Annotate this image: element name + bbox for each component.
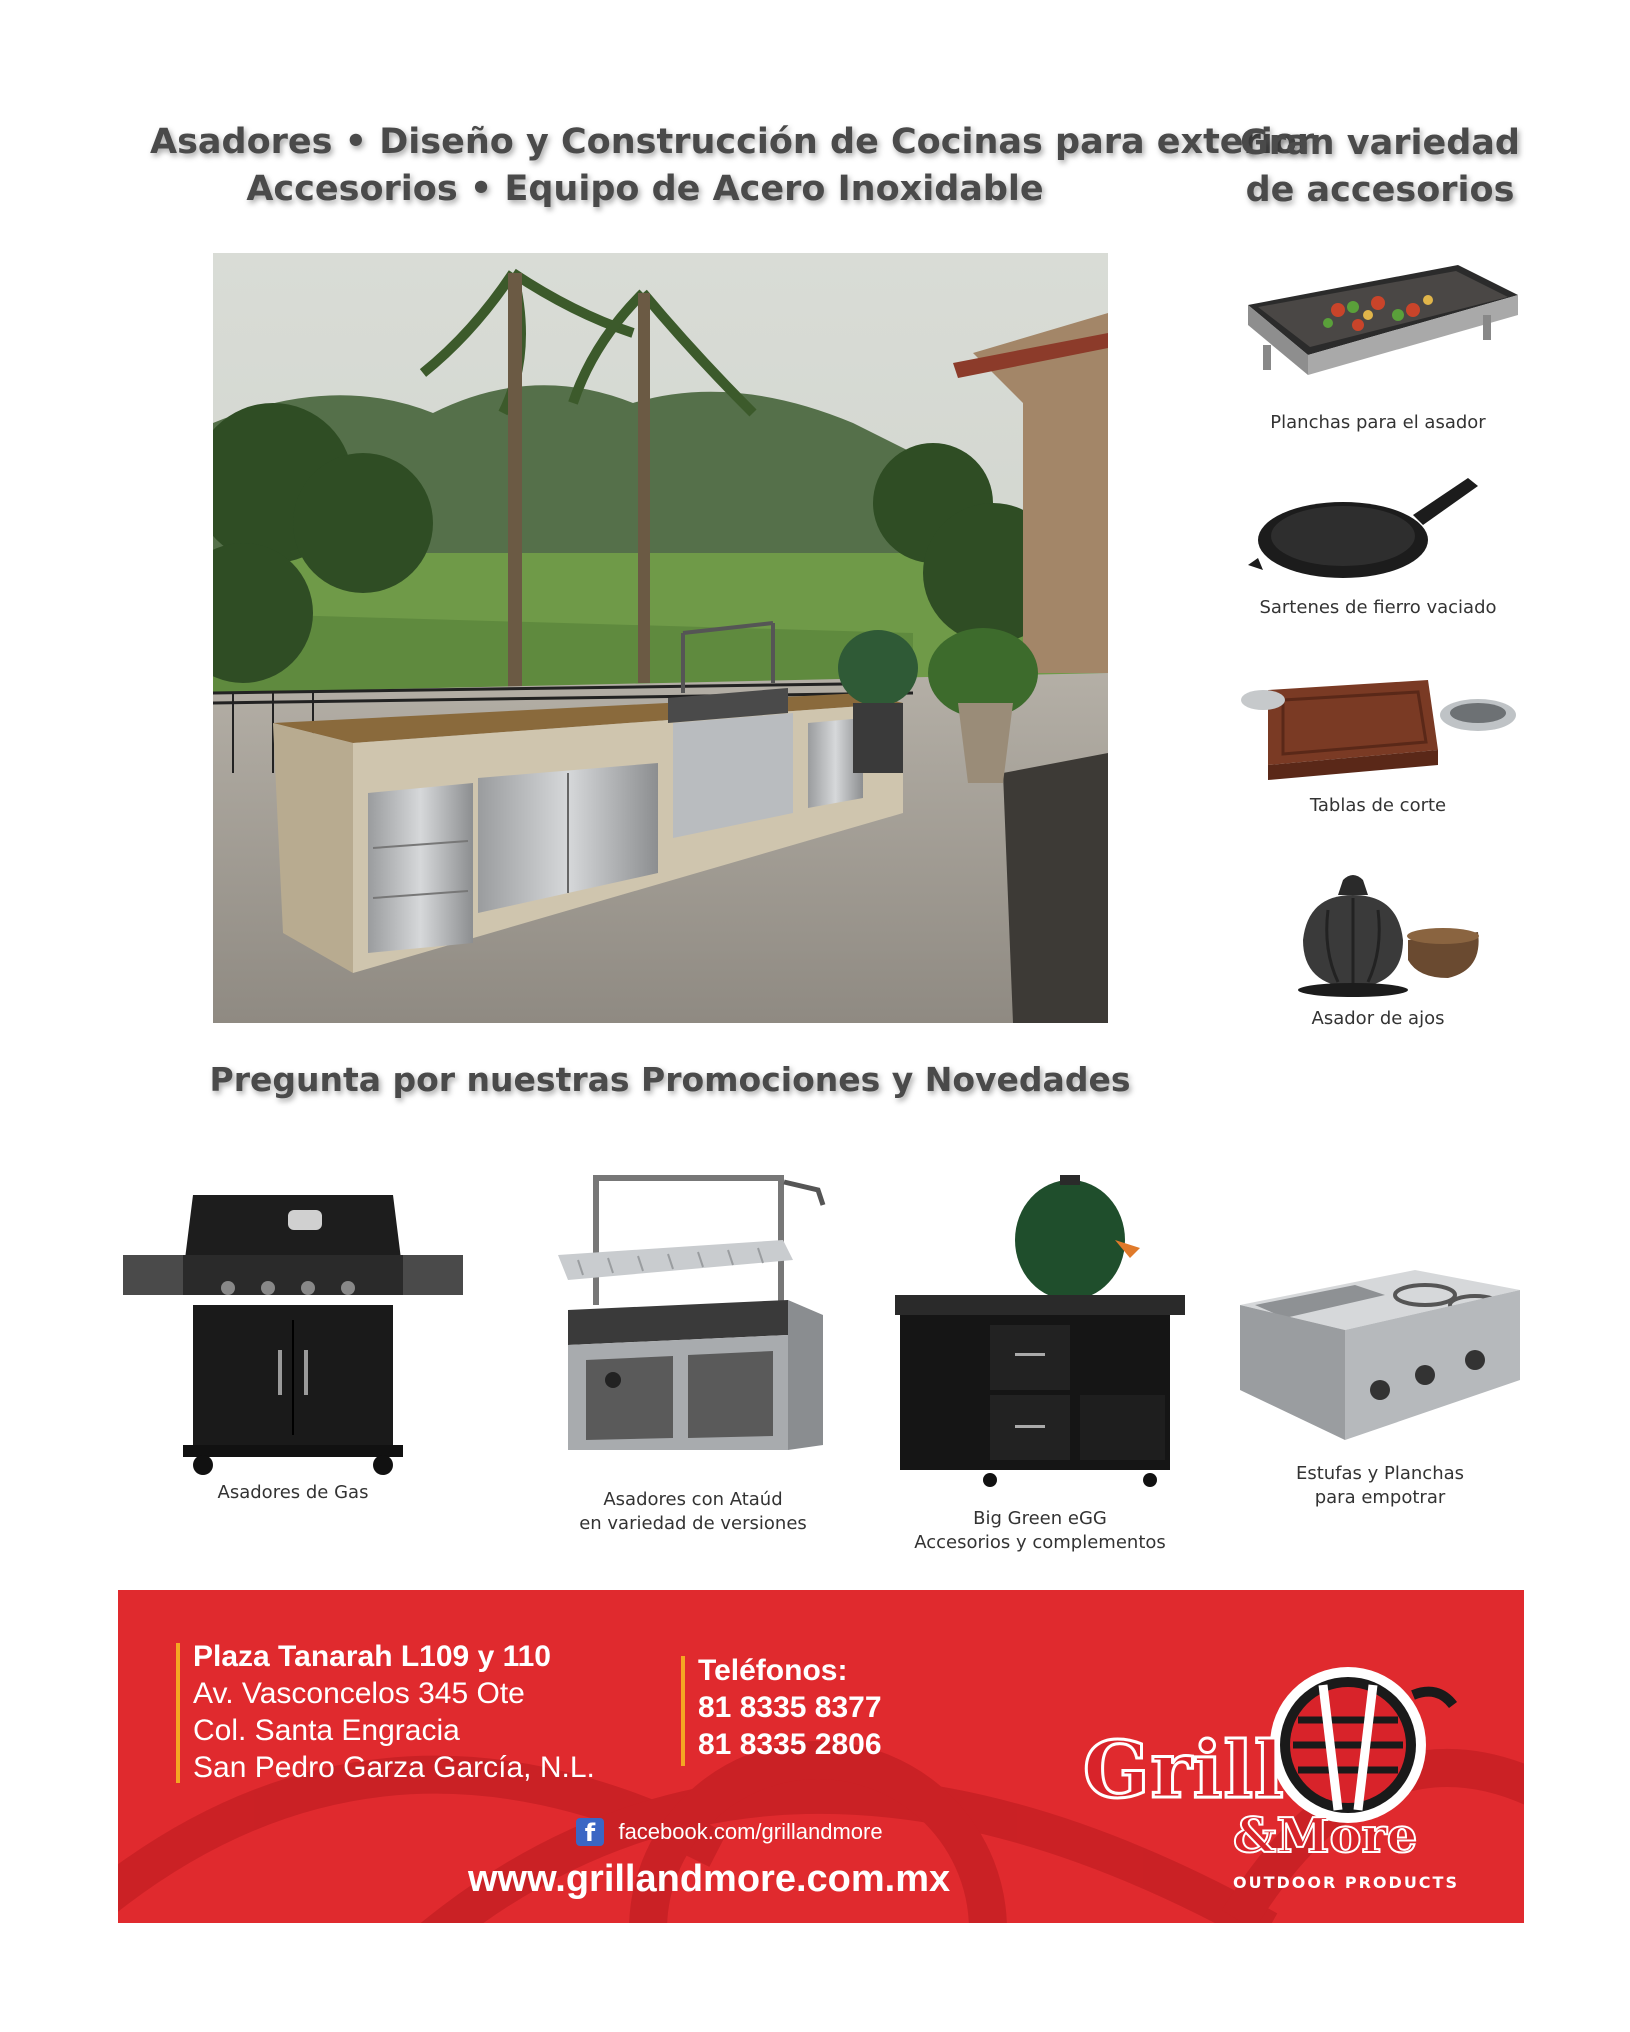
product-built-in-stove: [1235, 1250, 1525, 1515]
accessory-caption: Planchas para el asador: [1270, 412, 1486, 433]
header-text: Equipo de Acero Inoxidable: [504, 169, 1044, 209]
product-caption-line: para empotrar: [1314, 1487, 1446, 1508]
product-caption: [1235, 1462, 1525, 1510]
accessory-garlic-roaster: [1228, 870, 1528, 1035]
accessory-caption: Tablas de corte: [1309, 795, 1447, 816]
big-green-egg-icon: [890, 1170, 1190, 1490]
header-text: Diseño y Construcción de Cocinas para exterior: [379, 122, 1315, 162]
product-ataud-grill: [538, 1170, 848, 1540]
skillet-icon: [1228, 470, 1528, 590]
address-line: Col. Santa Engracia: [193, 1714, 460, 1747]
logo-word-grill: Grill: [1083, 1725, 1285, 1816]
bullet-separator: •: [469, 169, 493, 209]
logo-word-more: &More: [1233, 1808, 1418, 1864]
footer-banner: [118, 1590, 1524, 1923]
phone-number[interactable]: 81 8335 2806: [698, 1728, 882, 1761]
header-line-2: [150, 169, 1140, 209]
product-gas-grill: [118, 1180, 468, 1520]
product-caption-line: Big Green eGG: [973, 1508, 1107, 1529]
phone-block: [698, 1652, 882, 1763]
outdoor-kitchen-photo: [213, 253, 1108, 1023]
product-caption-line: Accesorios y complementos: [914, 1532, 1166, 1553]
divider-bar: [681, 1656, 685, 1766]
ataud-grill-icon: [538, 1170, 848, 1470]
phones-label: Teléfonos:: [698, 1654, 848, 1687]
header-line-1: [150, 122, 1315, 162]
address-line: Av. Vasconcelos 345 Ote: [193, 1677, 525, 1710]
facebook-url: facebook.com/grillandmore: [618, 1819, 883, 1844]
product-caption-line: Asadores con Ataúd: [603, 1489, 783, 1510]
promo-text: Pregunta por nuestras Promociones y Novedades: [209, 1060, 1131, 1099]
product-caption-line: en variedad de versiones: [579, 1513, 807, 1534]
side-title-line: de accesorios: [1245, 170, 1515, 210]
gas-grill-icon: [118, 1180, 468, 1480]
accessory-caption: Asador de ajos: [1311, 1008, 1445, 1029]
facebook-icon: f: [576, 1818, 604, 1846]
accessory-griddle: [1228, 255, 1528, 440]
address-line: Plaza Tanarah L109 y 110: [193, 1640, 551, 1673]
product-caption-line: Estufas y Planchas: [1295, 1463, 1465, 1484]
address-block: [193, 1638, 595, 1786]
product-caption: Asadores de Gas: [217, 1482, 369, 1503]
product-caption: [538, 1488, 848, 1536]
divider-bar: [176, 1643, 180, 1783]
address-line: San Pedro Garza García, N.L.: [193, 1751, 595, 1784]
cutting-board-icon: [1228, 670, 1528, 790]
header-text: Accesorios: [246, 169, 458, 209]
accessory-skillet: [1228, 470, 1528, 625]
garlic-roaster-icon: [1228, 870, 1528, 1000]
griddle-icon: [1228, 255, 1528, 395]
website-link[interactable]: www.grillandmore.com.mx: [468, 1858, 951, 1900]
phone-number[interactable]: 81 8335 8377: [698, 1691, 882, 1724]
bullet-separator: •: [344, 122, 368, 162]
logo-tagline: OUTDOOR PRODUCTS: [1233, 1873, 1459, 1892]
accessory-caption: Sartenes de fierro vaciado: [1259, 597, 1497, 618]
product-caption: [890, 1507, 1190, 1555]
built-in-stove-icon: [1235, 1250, 1525, 1450]
header-text: Asadores: [150, 122, 333, 162]
grill-and-more-logo: [1083, 1645, 1503, 1905]
side-title-line: Gran variedad: [1240, 123, 1520, 163]
accessory-cutting-board: [1228, 670, 1528, 825]
facebook-link[interactable]: [576, 1818, 883, 1846]
side-title: [1230, 120, 1530, 214]
product-big-green-egg: [890, 1170, 1190, 1555]
